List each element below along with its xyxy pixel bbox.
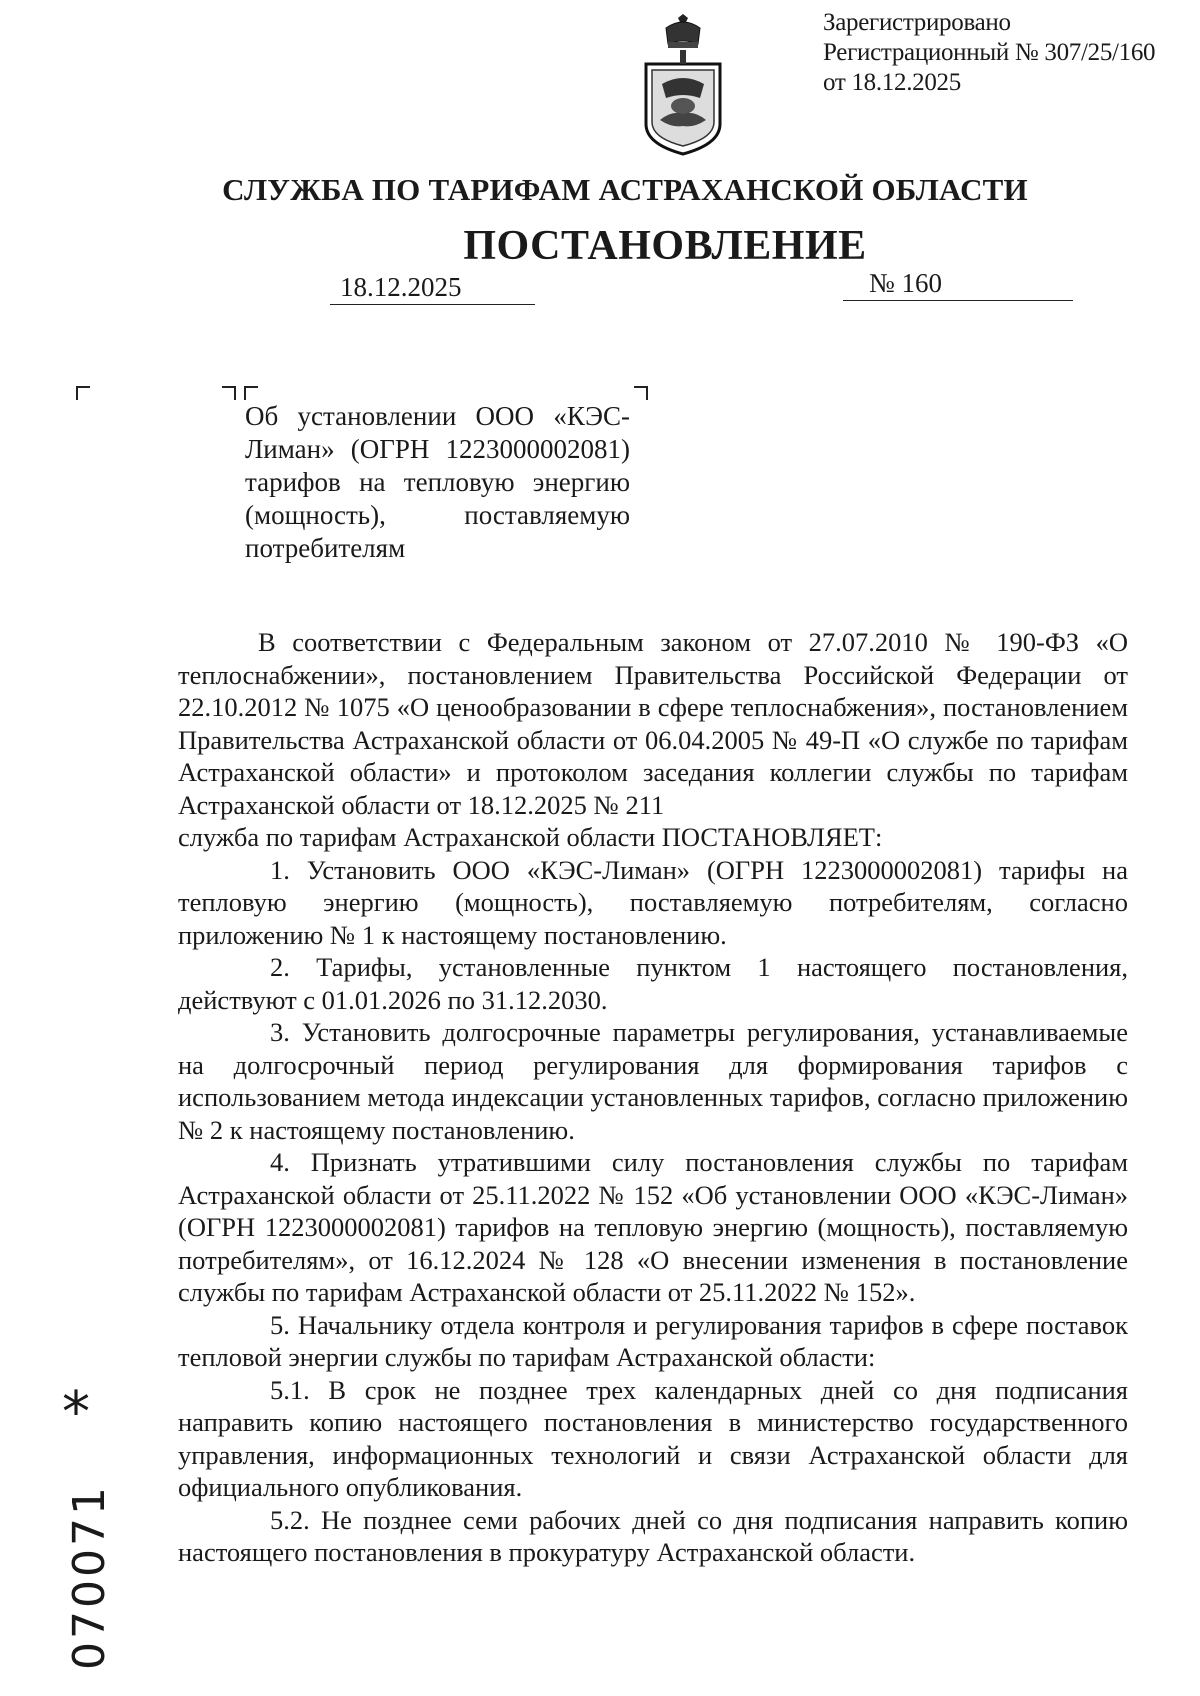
bracket-corner-mid-right bbox=[222, 386, 236, 400]
item-3: 3. Установить долгосрочные параметры регулирования, устанавливаемые на долгосрочный период регулирования для формирования тарифов с использованием метода индексации установленных тарифов, согласно приложению № 2 к настоящему постановлению. bbox=[178, 1017, 1128, 1145]
margin-mark: * bbox=[62, 1380, 90, 1445]
agency-name: СЛУЖБА ПО ТАРИФАМ АСТРАХАНСКОЙ ОБЛАСТИ bbox=[222, 172, 1028, 207]
margin-serial-number: 070071 bbox=[64, 1484, 115, 1670]
document-title: ПОСТАНОВЛЕНИЕ bbox=[463, 223, 867, 269]
registration-number: Регистрационный № 307/25/160 bbox=[823, 39, 1156, 66]
registration-date: от 18.12.2025 bbox=[823, 69, 961, 96]
bracket-corner-mid-left bbox=[244, 386, 258, 400]
document-date: 18.12.2025 bbox=[330, 270, 535, 305]
resolves-line: служба по тарифам Астраханской области ПОСТАНОВЛЯЕТ: bbox=[178, 822, 883, 852]
item-1: 1. Установить ООО «КЭС-Лиман» (ОГРН 1223000002081) тарифы на тепловую энергию (мощность), поставляемую потребителям, согласно приложению № 1 к настоящему постановлению. bbox=[178, 854, 1128, 950]
registration-line-1: Зарегистрировано bbox=[823, 9, 1011, 36]
document-subject: Об установлении ООО «КЭС-Лиман» (ОГРН 1223000002081) тарифов на тепловую энергию (мощность), поставляемую потребителям bbox=[245, 401, 630, 563]
registration-stamp bbox=[823, 8, 1155, 98]
document-number: № 160 bbox=[843, 266, 1073, 301]
item-5-2: 5.2. Не позднее семи рабочих дней со дня подписания направить копию настоящего постановления в прокуратуру Астраханской области. bbox=[178, 1504, 1128, 1567]
item-4: 4. Признать утратившими силу постановления службы по тарифам Астраханской области от 25.11.2022 № 152 «Об установлении ООО «КЭС-Лиман» (ОГРН 1223000002081) тарифов на тепловую энергию (мощность), поставляемую потребителям», от 16.12.2024 № 128 «О внесении изменения в постановление службы по тарифам Астраханской области от 25.11.2022 № 152». bbox=[178, 1147, 1128, 1307]
preamble-paragraph: В соответствии с Федеральным законом от 27.07.2010 № 190-ФЗ «О теплоснабжении», постановлением Правительства Российской Федерации от 22.10.2012 № 1075 «О ценообразовании в сфере теплоснабжения», постановлением Правительства Астраханской области от 06.04.2005 № 49-П «О службе по тарифам Астраханской области» и протоколом заседания коллегии службы по тарифам Астраханской области от 18.12.2025 № 211 bbox=[178, 627, 1128, 820]
item-5: 5. Начальнику отдела контроля и регулирования тарифов в сфере поставок тепловой энергии службы по тарифам Астраханской области: bbox=[178, 1309, 1128, 1372]
coat-of-arms-emblem bbox=[640, 14, 726, 156]
document-body bbox=[178, 626, 1128, 1569]
bracket-corner-right bbox=[634, 386, 648, 400]
item-5-1: 5.1. В срок не позднее трех календарных дней со дня подписания направить копию настоящего постановления в министерство государственного управления, информационных технологий и связи Астраханской области для официального опубликования. bbox=[178, 1374, 1128, 1502]
item-2: 2. Тарифы, установленные пунктом 1 настоящего постановления, действуют с 01.01.2026 по 31.12.2030. bbox=[178, 952, 1128, 1015]
bracket-corner-left bbox=[76, 386, 90, 400]
